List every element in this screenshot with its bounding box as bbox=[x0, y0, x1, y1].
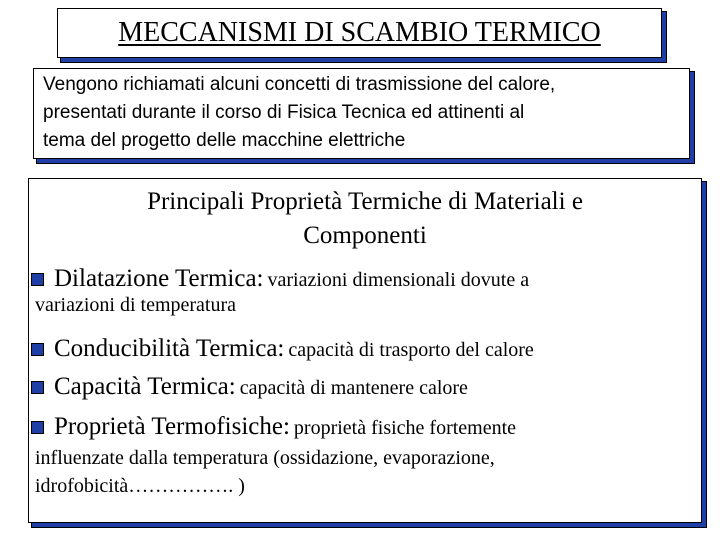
square-bullet-icon bbox=[31, 343, 44, 356]
list-item-conducibilita bbox=[29, 335, 697, 363]
item-term: Proprietà Termofisiche: bbox=[54, 413, 290, 440]
item-description: capacità di trasporto del calore bbox=[288, 339, 534, 361]
list-item-capacita bbox=[29, 373, 697, 401]
square-bullet-icon bbox=[31, 381, 44, 394]
intro-text bbox=[43, 71, 683, 155]
item-description: capacità di mantenere calore bbox=[239, 377, 468, 399]
item-term: Capacità Termica: bbox=[54, 373, 236, 400]
item-continuation: influenzate dalla temperatura (ossidazione, evaporazione, bbox=[35, 447, 495, 469]
item-continuation: variazioni di temperatura bbox=[35, 294, 237, 316]
item-description: proprietà fisiche fortemente bbox=[293, 417, 517, 439]
intro-line: tema del progetto delle macchine elettriche bbox=[43, 130, 406, 151]
section-heading bbox=[29, 185, 701, 253]
item-term: Conducibilità Termica: bbox=[54, 335, 285, 362]
intro-line: presentati durante il corso di Fisica Tecnica ed attinenti al bbox=[43, 102, 525, 123]
list-item-dilatazione bbox=[29, 265, 697, 293]
intro-box bbox=[33, 68, 690, 159]
item-description: variazioni dimensionali dovute a bbox=[267, 269, 530, 291]
item-term: Dilatazione Termica: bbox=[54, 265, 264, 292]
square-bullet-icon bbox=[31, 421, 44, 434]
square-bullet-icon bbox=[31, 273, 44, 286]
section-heading-line: Componenti bbox=[303, 222, 427, 249]
section-heading-line: Principali Proprietà Termiche di Materiali e bbox=[147, 188, 583, 215]
list-item-termofisiche bbox=[29, 413, 697, 441]
intro-line: Vengono richiamati alcuni concetti di trasmissione del calore, bbox=[43, 74, 556, 95]
main-content-box bbox=[28, 178, 702, 523]
item-continuation: idrofobicità……………. ) bbox=[35, 475, 245, 497]
page-title: MECCANISMI DI SCAMBIO TERMICO bbox=[118, 17, 601, 48]
title-box bbox=[57, 8, 662, 58]
